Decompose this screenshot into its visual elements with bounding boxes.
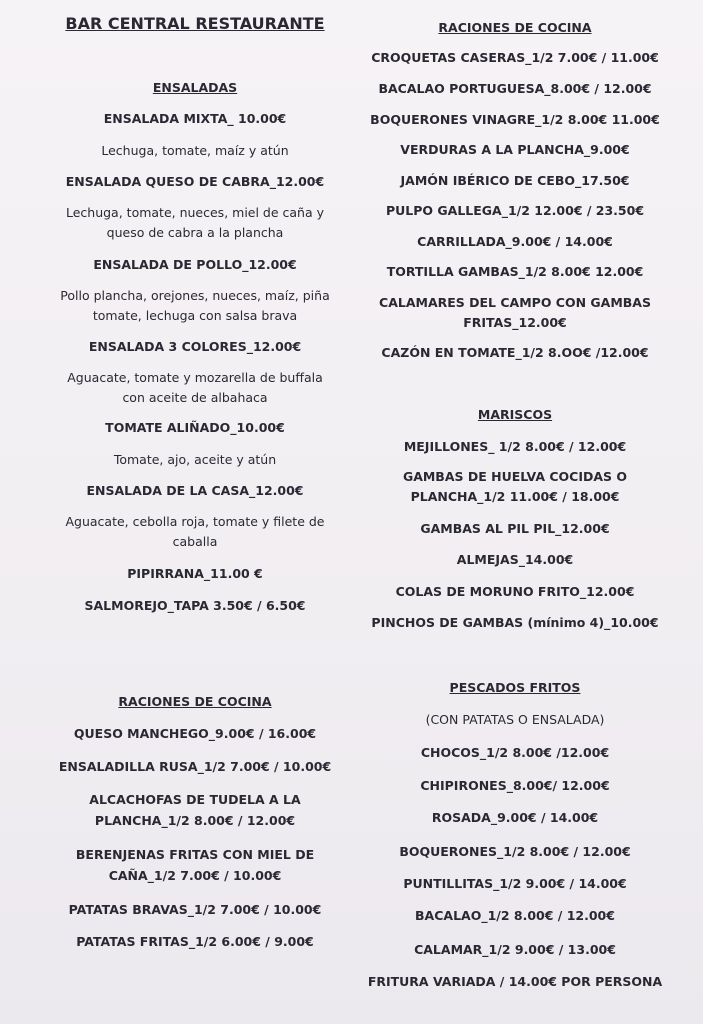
menu-item: CROQUETAS CASERAS_1/2 7.00€ / 11.00€ [371,50,659,65]
menu-item-line: PLANCHA_1/2 11.00€ / 18.00€ [410,489,620,504]
menu-item-line: CAÑA_1/2 7.00€ / 10.00€ [108,868,282,883]
menu-item: QUESO MANCHEGO_9.00€ / 16.00€ [73,726,317,741]
menu-item: CHIPIRONES_8.00€/ 12.00€ [420,778,610,793]
menu-item: BOQUERONES VINAGRE_1/2 8.00€ 11.00€ [370,112,660,127]
item-description: Lechuga, tomate, maíz y atún [101,143,289,158]
section-title-mariscos: MARISCOS [477,407,553,422]
menu-item: JAMÓN IBÉRICO DE CEBO_17.50€ [400,173,630,188]
menu-item: BACALAO_1/2 8.00€ / 12.00€ [415,908,615,923]
item-description-line: queso de cabra a la plancha [106,225,284,240]
item-description-line: Aguacate, cebolla roja, tomate y filete de [65,514,325,529]
menu-item: FRITURA VARIADA / 14.00€ POR PERSONA [367,974,663,989]
section-title-ensaladas: ENSALADAS [152,80,238,95]
menu-item: ENSALADA MIXTA_ 10.00€ [103,111,287,126]
menu-item: ENSALADA 3 COLORES_12.00€ [88,339,302,354]
menu-item: CARRILLADA_9.00€ / 14.00€ [417,234,613,249]
menu-item: ENSALADA QUESO DE CABRA_12.00€ [65,174,325,189]
menu-item: PINCHOS DE GAMBAS (mínimo 4)_10.00€ [371,615,659,630]
section-title-raciones-right: RACIONES DE COCINA [438,20,592,35]
menu-item: ALMEJAS_14.00€ [456,552,574,567]
item-description-line: caballa [172,534,218,549]
menu-item: ENSALADILLA RUSA_1/2 7.00€ / 10.00€ [58,759,332,774]
menu-item: BACALAO PORTUGUESA_8.00€ / 12.00€ [378,81,652,96]
menu-item: COLAS DE MORUNO FRITO_12.00€ [395,584,635,599]
menu-item-line: ALCACHOFAS DE TUDELA A LA [89,792,301,807]
item-description-line: con aceite de albahaca [122,390,268,405]
item-description-line: Lechuga, tomate, nueces, miel de caña y [65,205,325,220]
menu-item: ENSALADA DE LA CASA_12.00€ [86,483,304,498]
menu-item-line: FRITAS_12.00€ [463,315,567,330]
menu-item-line: PLANCHA_1/2 8.00€ / 12.00€ [94,813,296,828]
menu-item: PATATAS FRITAS_1/2 6.00€ / 9.00€ [76,934,314,949]
item-description: Tomate, ajo, aceite y atún [113,452,277,467]
menu-item: PIPIRRANA_11.00 € [127,566,263,581]
menu-item: TORTILLA GAMBAS_1/2 8.00€ 12.00€ [386,264,644,279]
section-subtitle: (CON PATATAS O ENSALADA) [425,712,605,727]
menu-item: CAZÓN EN TOMATE_1/2 8.OO€ /12.00€ [381,345,649,360]
menu-item: GAMBAS AL PIL PIL_12.00€ [420,521,610,536]
menu-item: PATATAS BRAVAS_1/2 7.00€ / 10.00€ [68,902,322,917]
menu-item: PULPO GALLEGA_1/2 12.00€ / 23.50€ [385,203,645,218]
restaurant-title: BAR CENTRAL RESTAURANTE [65,14,325,33]
menu-item: VERDURAS A LA PLANCHA_9.00€ [400,142,630,157]
menu-item: BOQUERONES_1/2 8.00€ / 12.00€ [399,844,631,859]
menu-item-line: BERENJENAS FRITAS CON MIEL DE [75,847,315,862]
menu-item-line: GAMBAS DE HUELVA COCIDAS O [402,469,628,484]
section-title-pescados: PESCADOS FRITOS [449,680,581,695]
item-description-line: Pollo plancha, orejones, nueces, maíz, piña [60,288,330,303]
menu-item: CALAMAR_1/2 9.00€ / 13.00€ [414,942,616,957]
section-title-raciones-left: RACIONES DE COCINA [118,694,272,709]
menu-item: TOMATE ALIÑADO_10.00€ [105,420,285,435]
menu-item: ROSADA_9.00€ / 14.00€ [431,810,599,825]
item-description-line: Aguacate, tomate y mozarella de buffala [67,370,323,385]
item-description-line: tomate, lechuga con salsa brava [92,308,298,323]
menu-item: PUNTILLITAS_1/2 9.00€ / 14.00€ [403,876,627,891]
menu-item: SALMOREJO_TAPA 3.50€ / 6.50€ [84,598,306,613]
menu-item: ENSALADA DE POLLO_12.00€ [93,257,297,272]
menu-item: CHOCOS_1/2 8.00€ /12.00€ [420,745,610,760]
menu-item: MEJILLONES_ 1/2 8.00€ / 12.00€ [403,439,627,454]
menu-item-line: CALAMARES DEL CAMPO CON GAMBAS [379,295,651,310]
